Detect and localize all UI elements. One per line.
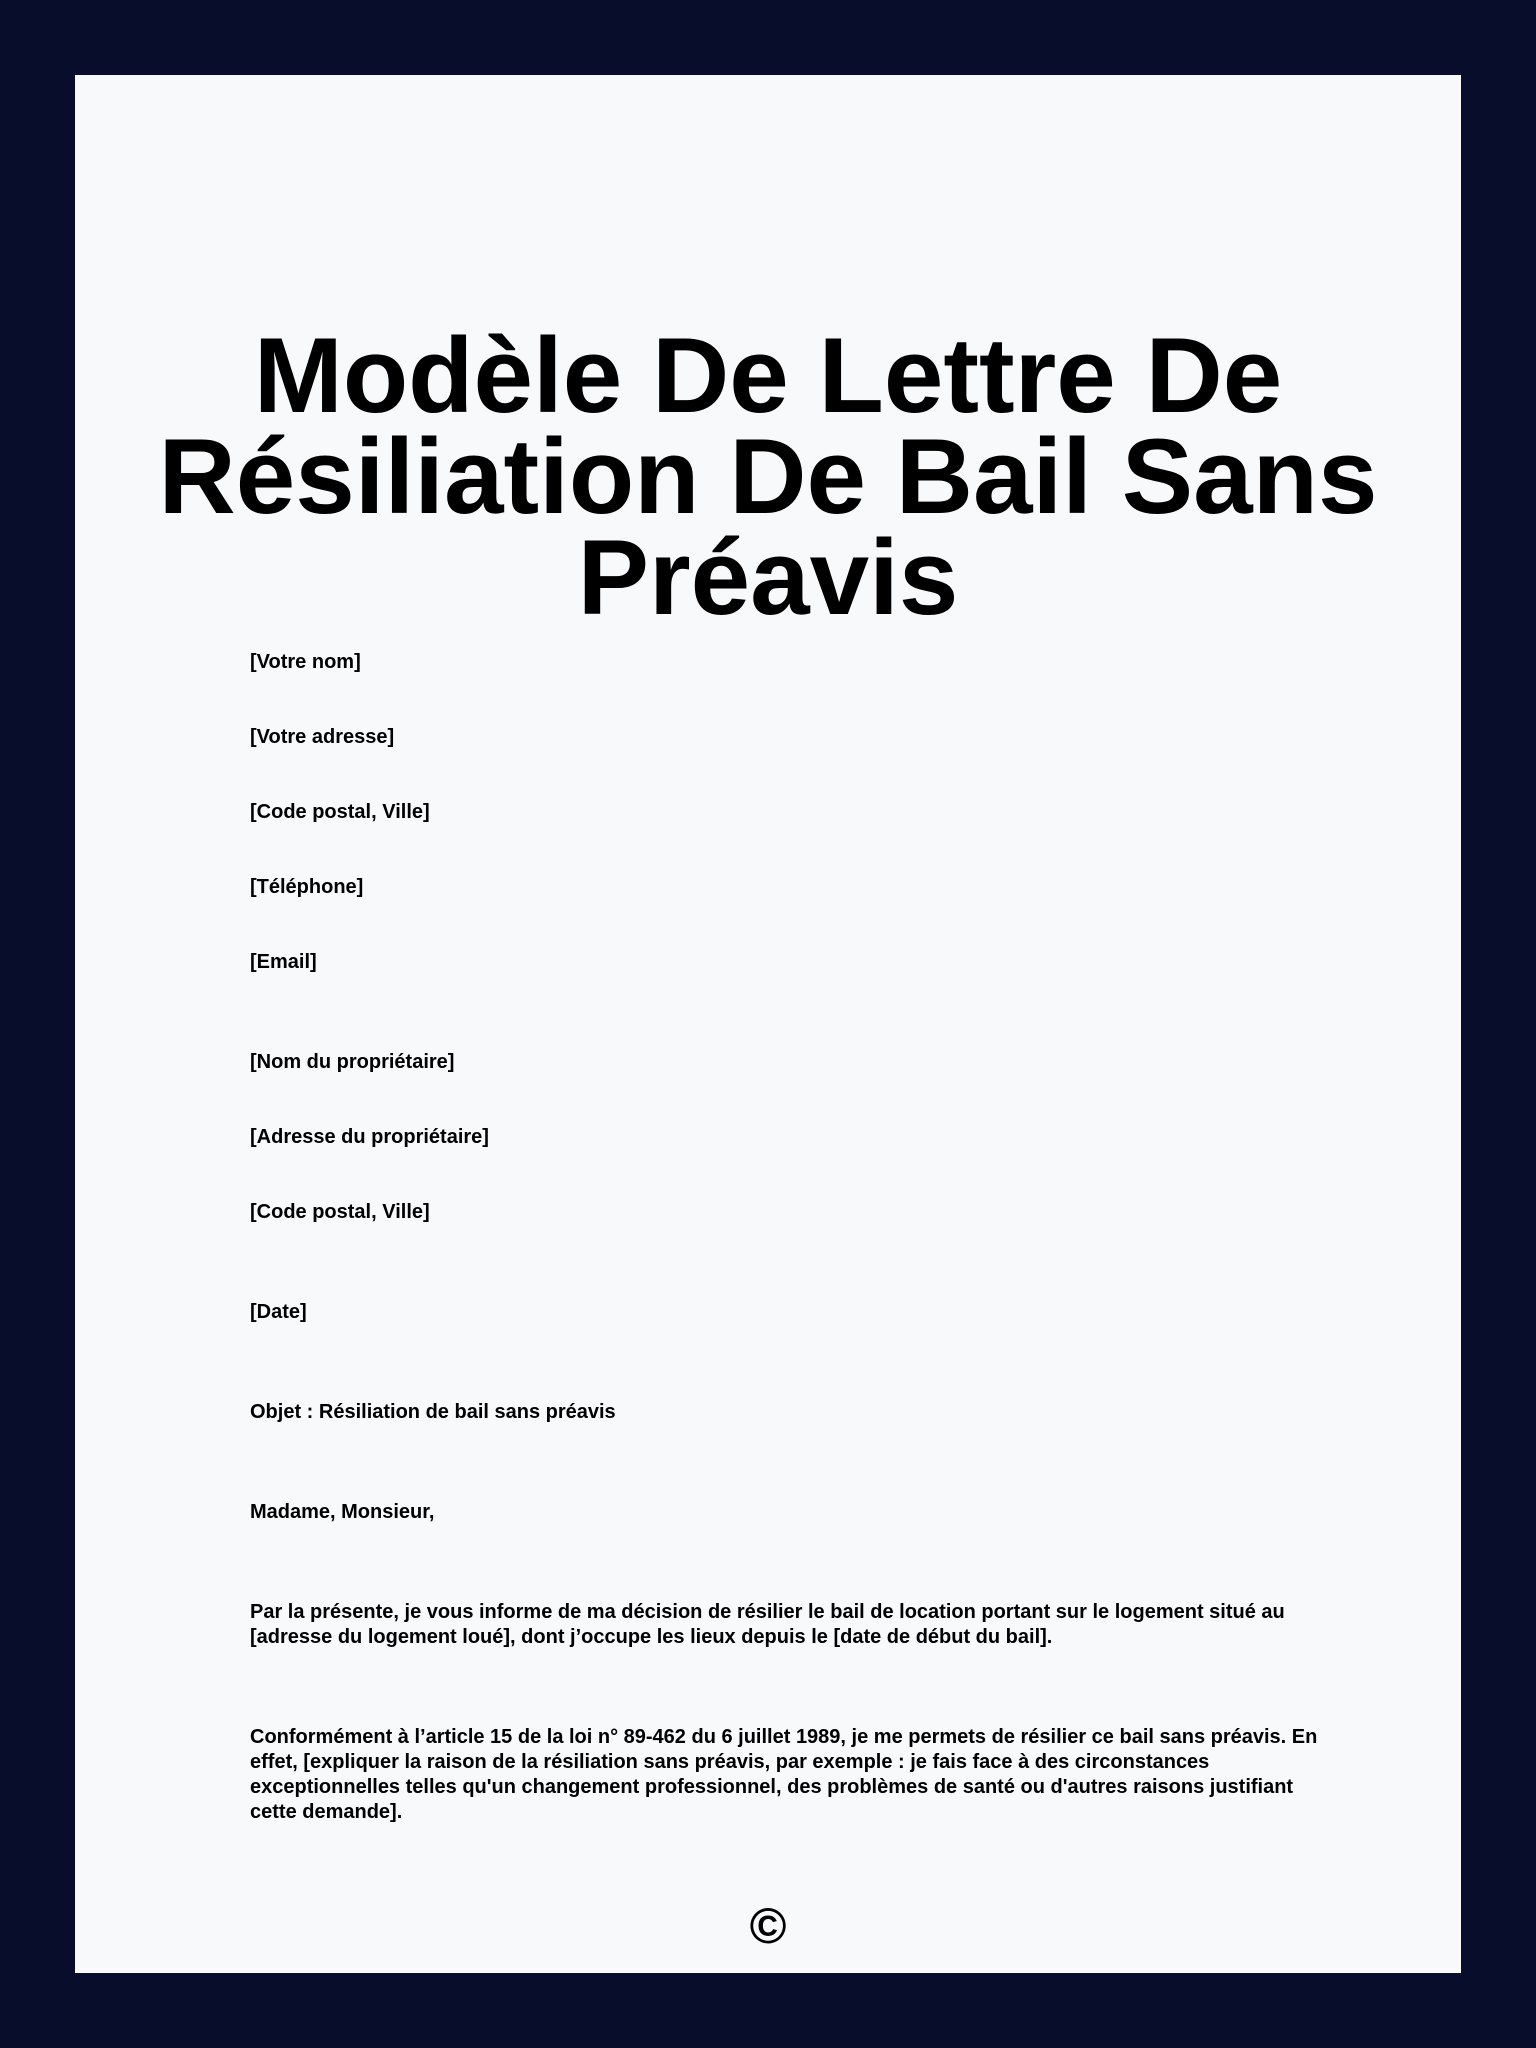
letter-page (75, 75, 1461, 1973)
sender-postal-city: [Code postal, Ville] (250, 801, 430, 823)
salutation: Madame, Monsieur, (250, 1501, 435, 1523)
letter-date: [Date] (250, 1301, 307, 1323)
sender-address: [Votre adresse] (250, 726, 395, 748)
title-line-1: Modèle De Lettre De (253, 315, 1283, 435)
page-title (75, 315, 1461, 637)
title-line-3: Préavis (577, 517, 959, 637)
recipient-address: [Adresse du propriétaire] (250, 1126, 489, 1148)
sender-phone: [Téléphone] (250, 876, 364, 898)
sender-name: [Votre nom] (250, 651, 361, 673)
letter-subject: Objet : Résiliation de bail sans préavis (250, 1401, 616, 1423)
copyright-icon: © (749, 1898, 787, 1954)
body-paragraph-2: Conformément à l’article 15 de la loi n° 89-462 du 6 juillet 1989, je me permets de résilier ce bail sans préavis. En effet, [expliquer la raison de la résiliation sans préavis, par exemple : je fais face à des circonstances exceptionnelles telles qu'un changement professionnel, des problèmes de santé ou d'autres raisons justifiant cette demande]. (250, 1726, 1318, 1823)
recipient-postal-city: [Code postal, Ville] (250, 1201, 430, 1223)
title-line-2: Résiliation De Bail Sans (158, 416, 1378, 536)
body-paragraph-1: Par la présente, je vous informe de ma décision de résilier le bail de location portant sur le logement situé au [adresse du logement loué], dont j’occupe les lieux depuis le [date de début du bail]. (250, 1601, 1285, 1648)
sender-email: [Email] (250, 951, 317, 973)
recipient-name: [Nom du propriétaire] (250, 1051, 455, 1073)
